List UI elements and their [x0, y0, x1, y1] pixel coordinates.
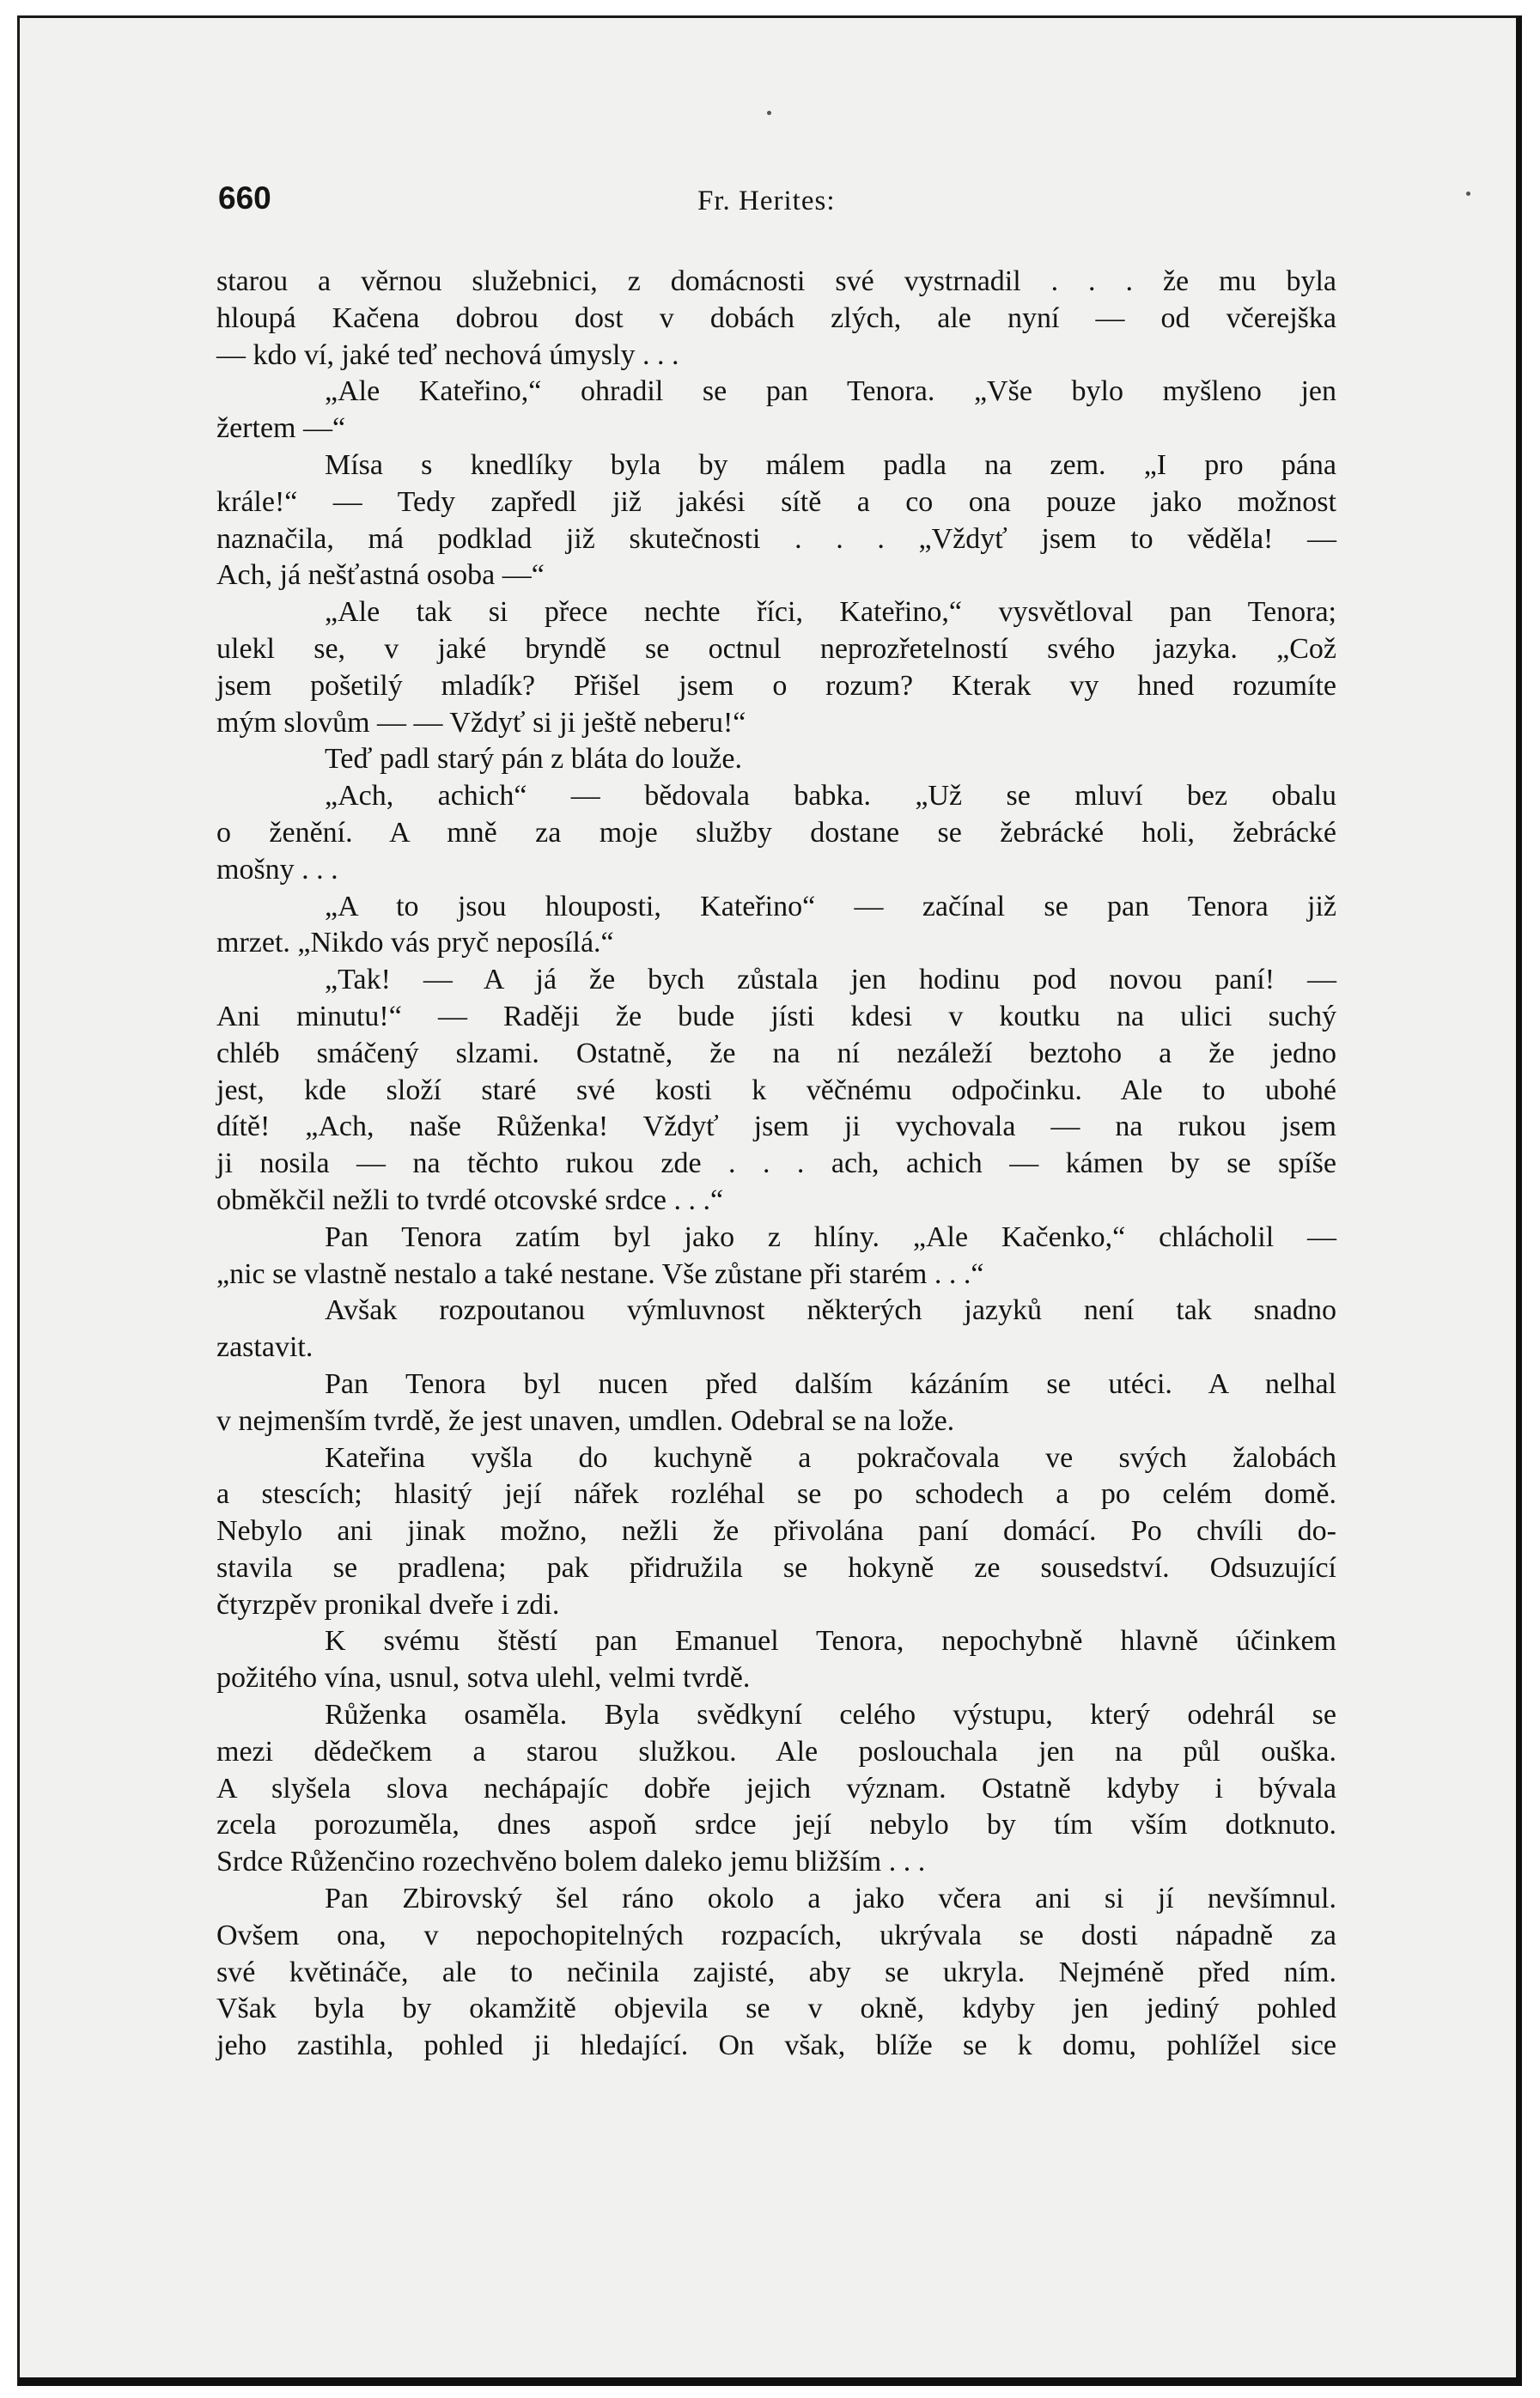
text-line: Teď padl starý pán z bláta do louže. [325, 743, 742, 776]
text-line: ulekl se, v jaké bryndě se octnul neprozřetelností svého jazyka. „Což [216, 632, 1336, 665]
text-line: žertem —“ [216, 412, 346, 445]
text-line: K svému štěstí pan Emanuel Tenora, nepochybně hlavně účinkem [325, 1625, 1336, 1658]
print-speck [1466, 192, 1470, 196]
page-header [218, 180, 1335, 223]
body-text [216, 264, 1336, 2065]
text-line: jest, kde složí staré své kosti k věčnému odpočinku. Ale to ubohé [216, 1074, 1336, 1106]
text-line: stavila se pradlena; pak přidružila se hokyně ze sousedství. Odsuzující [216, 1551, 1336, 1584]
text-line: a stescích; hlasitý její nářek rozléhal se po schodech a po celém domě. [216, 1478, 1336, 1511]
text-line: požitého vína, usnul, sotva ulehl, velmi tvrdě. [216, 1662, 751, 1695]
text-line: Růženka osaměla. Byla svědkyní celého výstupu, který odehrál se [325, 1699, 1336, 1732]
text-line: dítě! „Ach, naše Růženka! Vždyť jsem ji vychovala — na rukou jsem [216, 1111, 1336, 1143]
text-line: „Ale tak si přece nechte říci, Kateřino,“ vysvětloval pan Tenora; [325, 596, 1336, 629]
text-line: Avšak rozpoutanou výmluvnost některých jazyků není tak snadno [325, 1294, 1336, 1327]
text-line: jsem pošetilý mladík? Přišel jsem o rozum? Kterak vy hned rozumíte [216, 669, 1336, 702]
text-line: zcela porozuměla, dnes aspoň srdce její nebylo by tím vším dotknuto. [216, 1809, 1336, 1841]
text-line: „nic se vlastně nestalo a také nestane. Vše zůstane při starém . . .“ [216, 1257, 984, 1290]
print-speck [767, 111, 771, 115]
text-line: „A to jsou hlouposti, Kateřino“ — začínal se pan Tenora již [325, 890, 1336, 922]
text-line: o ženění. A mně za moje služby dostane se žebrácké holi, žebrácké [216, 816, 1336, 849]
text-line: čtyrzpěv pronikal dveře i zdi. [216, 1588, 560, 1621]
text-line: „Tak! — A já že bych zůstala jen hodinu pod novou paní! — [325, 964, 1336, 996]
running-head: Fr. Herites: [697, 186, 836, 216]
text-line: Však byla by okamžitě objevila se v okně, kdyby jen jediný pohled [216, 1993, 1336, 2025]
text-line: Ani minutu!“ — Raději že bude jísti kdesi v koutku na ulici suchý [216, 1000, 1336, 1032]
page-number: 660 [218, 180, 271, 216]
text-line: Ovšem ona, v nepochopitelných rozpacích, ukrývala se dosti nápadně za [216, 1919, 1336, 1951]
text-line: starou a věrnou služebnici, z domácnosti své vystrnadil . . . že mu byla [216, 265, 1336, 297]
text-line: své květináče, ale to nečinila zajisté, aby se ukryla. Nejméně před ním. [216, 1956, 1336, 1988]
text-line: Srdce Růženčino rozechvěno bolem daleko jemu bližším . . . [216, 1846, 926, 1878]
text-line: A slyšela slova nechápajíc dobře jejich význam. Ostatně kdyby i bývala [216, 1772, 1336, 1805]
text-line: Kateřina vyšla do kuchyně a pokračovala ve svých žalobách [325, 1441, 1336, 1474]
text-line: Mísa s knedlíky byla by málem padla na zem. „I pro pána [325, 448, 1336, 481]
text-line: krále!“ — Tedy zapředl již jakési sítě a co ona pouze jako možnost [216, 485, 1336, 518]
text-line: mým slovům — — Vždyť si ji ještě neberu!“ [216, 706, 746, 739]
text-line: naznačila, má podklad již skutečnosti . . . „Vždyť jsem to věděla! — [216, 522, 1336, 555]
text-line: Pan Tenora zatím byl jako z hlíny. „Ale Kačenko,“ chlácholil — [325, 1220, 1336, 1253]
text-line: obměkčil nežli to tvrdé otcovské srdce . . .“ [216, 1184, 724, 1216]
text-line: Pan Tenora byl nucen před dalším kázáním se utéci. A nelhal [325, 1367, 1336, 1400]
text-line: chléb smáčený slzami. Ostatně, že na ní nezáleží beztoho a že jedno [216, 1037, 1336, 1069]
text-line: Ach, já nešťastná osoba —“ [216, 559, 545, 592]
text-line: Nebylo ani jinak možno, nežli že přivolána paní domácí. Po chvíli do- [216, 1515, 1336, 1548]
text-line: ji nosila — na těchto rukou zde . . . ach, achich — kámen by se spíše [216, 1147, 1336, 1180]
text-line: v nejmenším tvrdě, že jest unaven, umdlen. Odebral se na lože. [216, 1404, 955, 1437]
text-line: Pan Zbirovský šel ráno okolo a jako včera ani si jí nevšímnul. [325, 1883, 1336, 1915]
text-line: hloupá Kačena dobrou dost v dobách zlých, ale nyní — od včerejška [216, 301, 1336, 334]
text-line: jeho zastihla, pohled ji hledající. On však, blíže se k domu, pohlížel sice [216, 2030, 1336, 2062]
text-line: „Ach, achich“ — bědovala babka. „Už se mluví bez obalu [325, 780, 1336, 813]
text-line: zastavit. [216, 1331, 313, 1364]
text-line: mošny . . . [216, 853, 338, 886]
text-line: — kdo ví, jaké teď nechová úmysly . . . [216, 338, 679, 371]
text-line: mezi dědečkem a starou služkou. Ale poslouchala jen na půl ouška. [216, 1735, 1336, 1768]
text-line: „Ale Kateřino,“ ohradil se pan Tenora. „Vše bylo myšleno jen [325, 375, 1336, 408]
text-line: mrzet. „Nikdo vás pryč neposílá.“ [216, 927, 614, 959]
